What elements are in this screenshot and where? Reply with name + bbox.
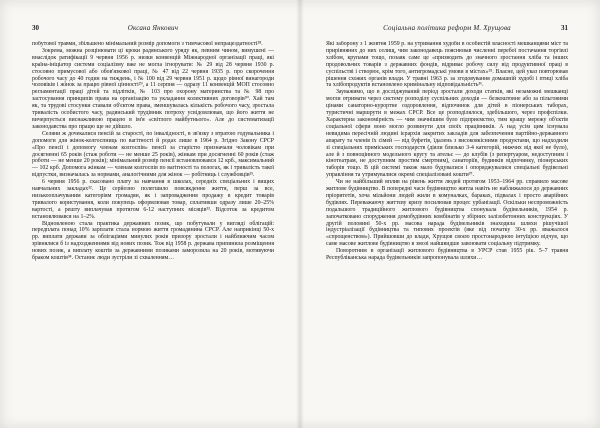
page-header-right [326,24,568,32]
page-number-right: 31 [561,24,568,32]
page-header-left [32,24,274,32]
page-number-left: 30 [32,24,39,32]
paragraph: Відновленою стала практика державних позик, що побутували у вигляді облігацій: передплата понад 10% зарплати стала нормою життя громадянина СРСР. Але наприкінці 50-х рр. виплати держави за облігаціями минулих років призору зростали і найближчим часом зрівнялися б із надходженнями від нових позик. Тож від 1958 р. держава припинила розміщення нових позик, а виплату коштів за державними позиками заморозила на 20 років, мотивуючи браком коштів³⁴. Останнє люди зустріли зі схваленням… [32,220,274,262]
paragraph: Зауважимо, що в досліджуваний період зростали доходи статків, які незаможні мешканці могли отримати через систему розподілу суспільних доходів — безкоштовне або за пільговими цінами санаторно-курортне оздоровлення, відпочинок для дітей в піонерських таборах, туристичні маршрути в межах СРСР. Все це розподілялося, здебільшого, через профспілки. Характерна закономірність — чим значнішим було підприємство, тим кращу мережу об'єктів соціальної сфери воно могло розвинути для своїх працівників. А над усім цим існувала невидима пересічній людині ієрархія закритих закладів для забезпечення партійно-державного апарату та членів їх сімей — від буфетів, їдалень з високоякісними продуктами, що надходили зі спеціальних приміських господарств (діяли близько 3-4 категорій, нижчих від якої не було), але й з повноцінного модельного кругу та ательє — до клубів (з репертуаром, недоступним і кінотеатрам, не доступним простим смертним), санаторіїв, будинків відпочинку, піонерських таборів тощо. В цій системі також мало будувалися і опоряджувалися спеціальні будівельні управління та утримувалися окремі спеціалізовані кошти³⁷. [326,89,568,179]
paragraph: Поворотним в організації житлового будівництва в УРСР став 1955 рік. 5–7 травня Республіканська нарада будівельників запропонувала шляхи… [326,248,568,262]
paragraph: Чи не найбільший вплив на рівень життя людей протягом 1953–1964 рр. справило масове житлове будівництво. В попередні часи будівництво житла навіть не наближалося до державних пріоритетів, хоча мільйони людей жили в комуналках, бараках, підвалах і просто аварійних будівлях. Переважаючу життєву кризу посилював процес урбанізації. Оскільки неспроможність подальшого традиційного житлового будівництва спонукала будівельників, 1954 р. започатковано спорудження домобудівних комбінатів у збірних залізобетонних конструкціях. У другій половині 50-х рр. масова нарада будівельників знаходила шляхи рішучішої індустріалізації будівництва та типових проектів (яке від початку 30-х рр. вважалося «спрощенством»). Прийшовши до влади, Хрущов своєю простонародною інтуїцією відчув, що саме масове житлове будівництво в змозі найшвидше завоювати соціальну підтримку. [326,179,568,248]
running-head-author: Оксана Янкович [127,24,179,32]
running-head-chapter-title: Соціальна політика реформ М. Хрущова [383,24,511,32]
paragraph: Селяни ж дочекалися пенсій за старості, по інвалідності, в зв'язку з втратою годувальника і допомоги для жінок-колгоспниць по вагітності й родах лише в 1964 р. Згідно Закону СРСР «Про пенсії і допомогу членам колгоспів» пенсії за старістю призначали чоловікам при досягненні 65 років (стаж роботи — не менше 25 років), жінкам при досягненні 60 років (стаж роботи — не менше 20 років); мінімальний розмір пенсії встановлювався 12 крб., максимальний — 102 крб. Допомога жінкам — членам колгоспів по вагітності та пологах, як і тривалість такої відпустки, визначалась за нормами, аналогічними для жінок — робітниць і службовців³¹. [32,130,274,179]
page-body-right [326,41,568,402]
paragraph: 6 червня 1956 р. скасовано плату за навчання в школах, середніх спеціальних і вищих навчальних закладах³². Це серйозно полегшило повсякденне життя, перш за все, низькооплачуваним категоріям громадян, як і запровадження продажу в кредит товарів тривалого користування, коли покупець оформлював товар, сплативши одразу лише 20–25% вартості, а решту виплачував протягом 6-12 наступних місяців³³. Відсоток за кредитом встановлювався на 1–2%. [32,179,274,220]
page-body-left [32,41,274,402]
paragraph: Зокрема, можна розцінювати ці кроки радянського уряду як, певним чином, вимушені — внаслідок ратифікації 9 червня 1956 р. низки конвенцій Міжнародної організації праці, які країна-ініціатор системи соціалізму вже не могла ігнорувати: № 29 від 28 червня 1930 р. стосовно примусової або обов'язкової праці, № 47 від 22 червня 1935 р. про скорочення робочого часу до 40 годин на тиждень, і № 100 від 29 червня 1951 р. щодо рівної винагороди чоловіків і жінок за працю рівної цінності²⁹, а 11 серпня — одразу 11 конвенцій МОП стосовно регламентації праці дітей та підлітків, № 103 про охорону материнства та № 98 про застосування принципів права на організацію та укладання колективних договорів³⁰. Хай там як, та трудові стосунки ставали об'єктом права, зменшувалась кількість робочого часу, зростала тривалість особистого часу, радянський трудівник потроху усвідомлював, що його життя не вичерпується виснажливою працею в ім'я «світлого майбутнього». Але до систематизації законодавства про працю ще не дійшло. [32,47,274,130]
page-right [300,0,600,428]
paragraph: побутової травми, збільшено мінімальний розмір допомоги з тимчасової непрацездатності²⁸. [32,41,263,47]
paragraph: Які заборону з 1 жовтня 1959 р. на утримання худоби в особистій власності мешканцями міст та прирівняних до них селищ, чим законодавець пояснював численні перебої постачання торгівлі хлібом, крупами тощо, позаяк саме це «призводить до значного зростання хліба та інших продовольчих товарів з державних фондів, відриває робочу силу від продуктивної праці в суспільстві і створює, крім того, антигромадські умови в містах»³⁵. Власне, цей указ повторював рішення схожих органів влади. У травні 1963 р. за згодовування домашній худобі і птиці хліба та хлібопродуктів встановлено кримінальну відповідальність³⁶. [326,41,568,89]
